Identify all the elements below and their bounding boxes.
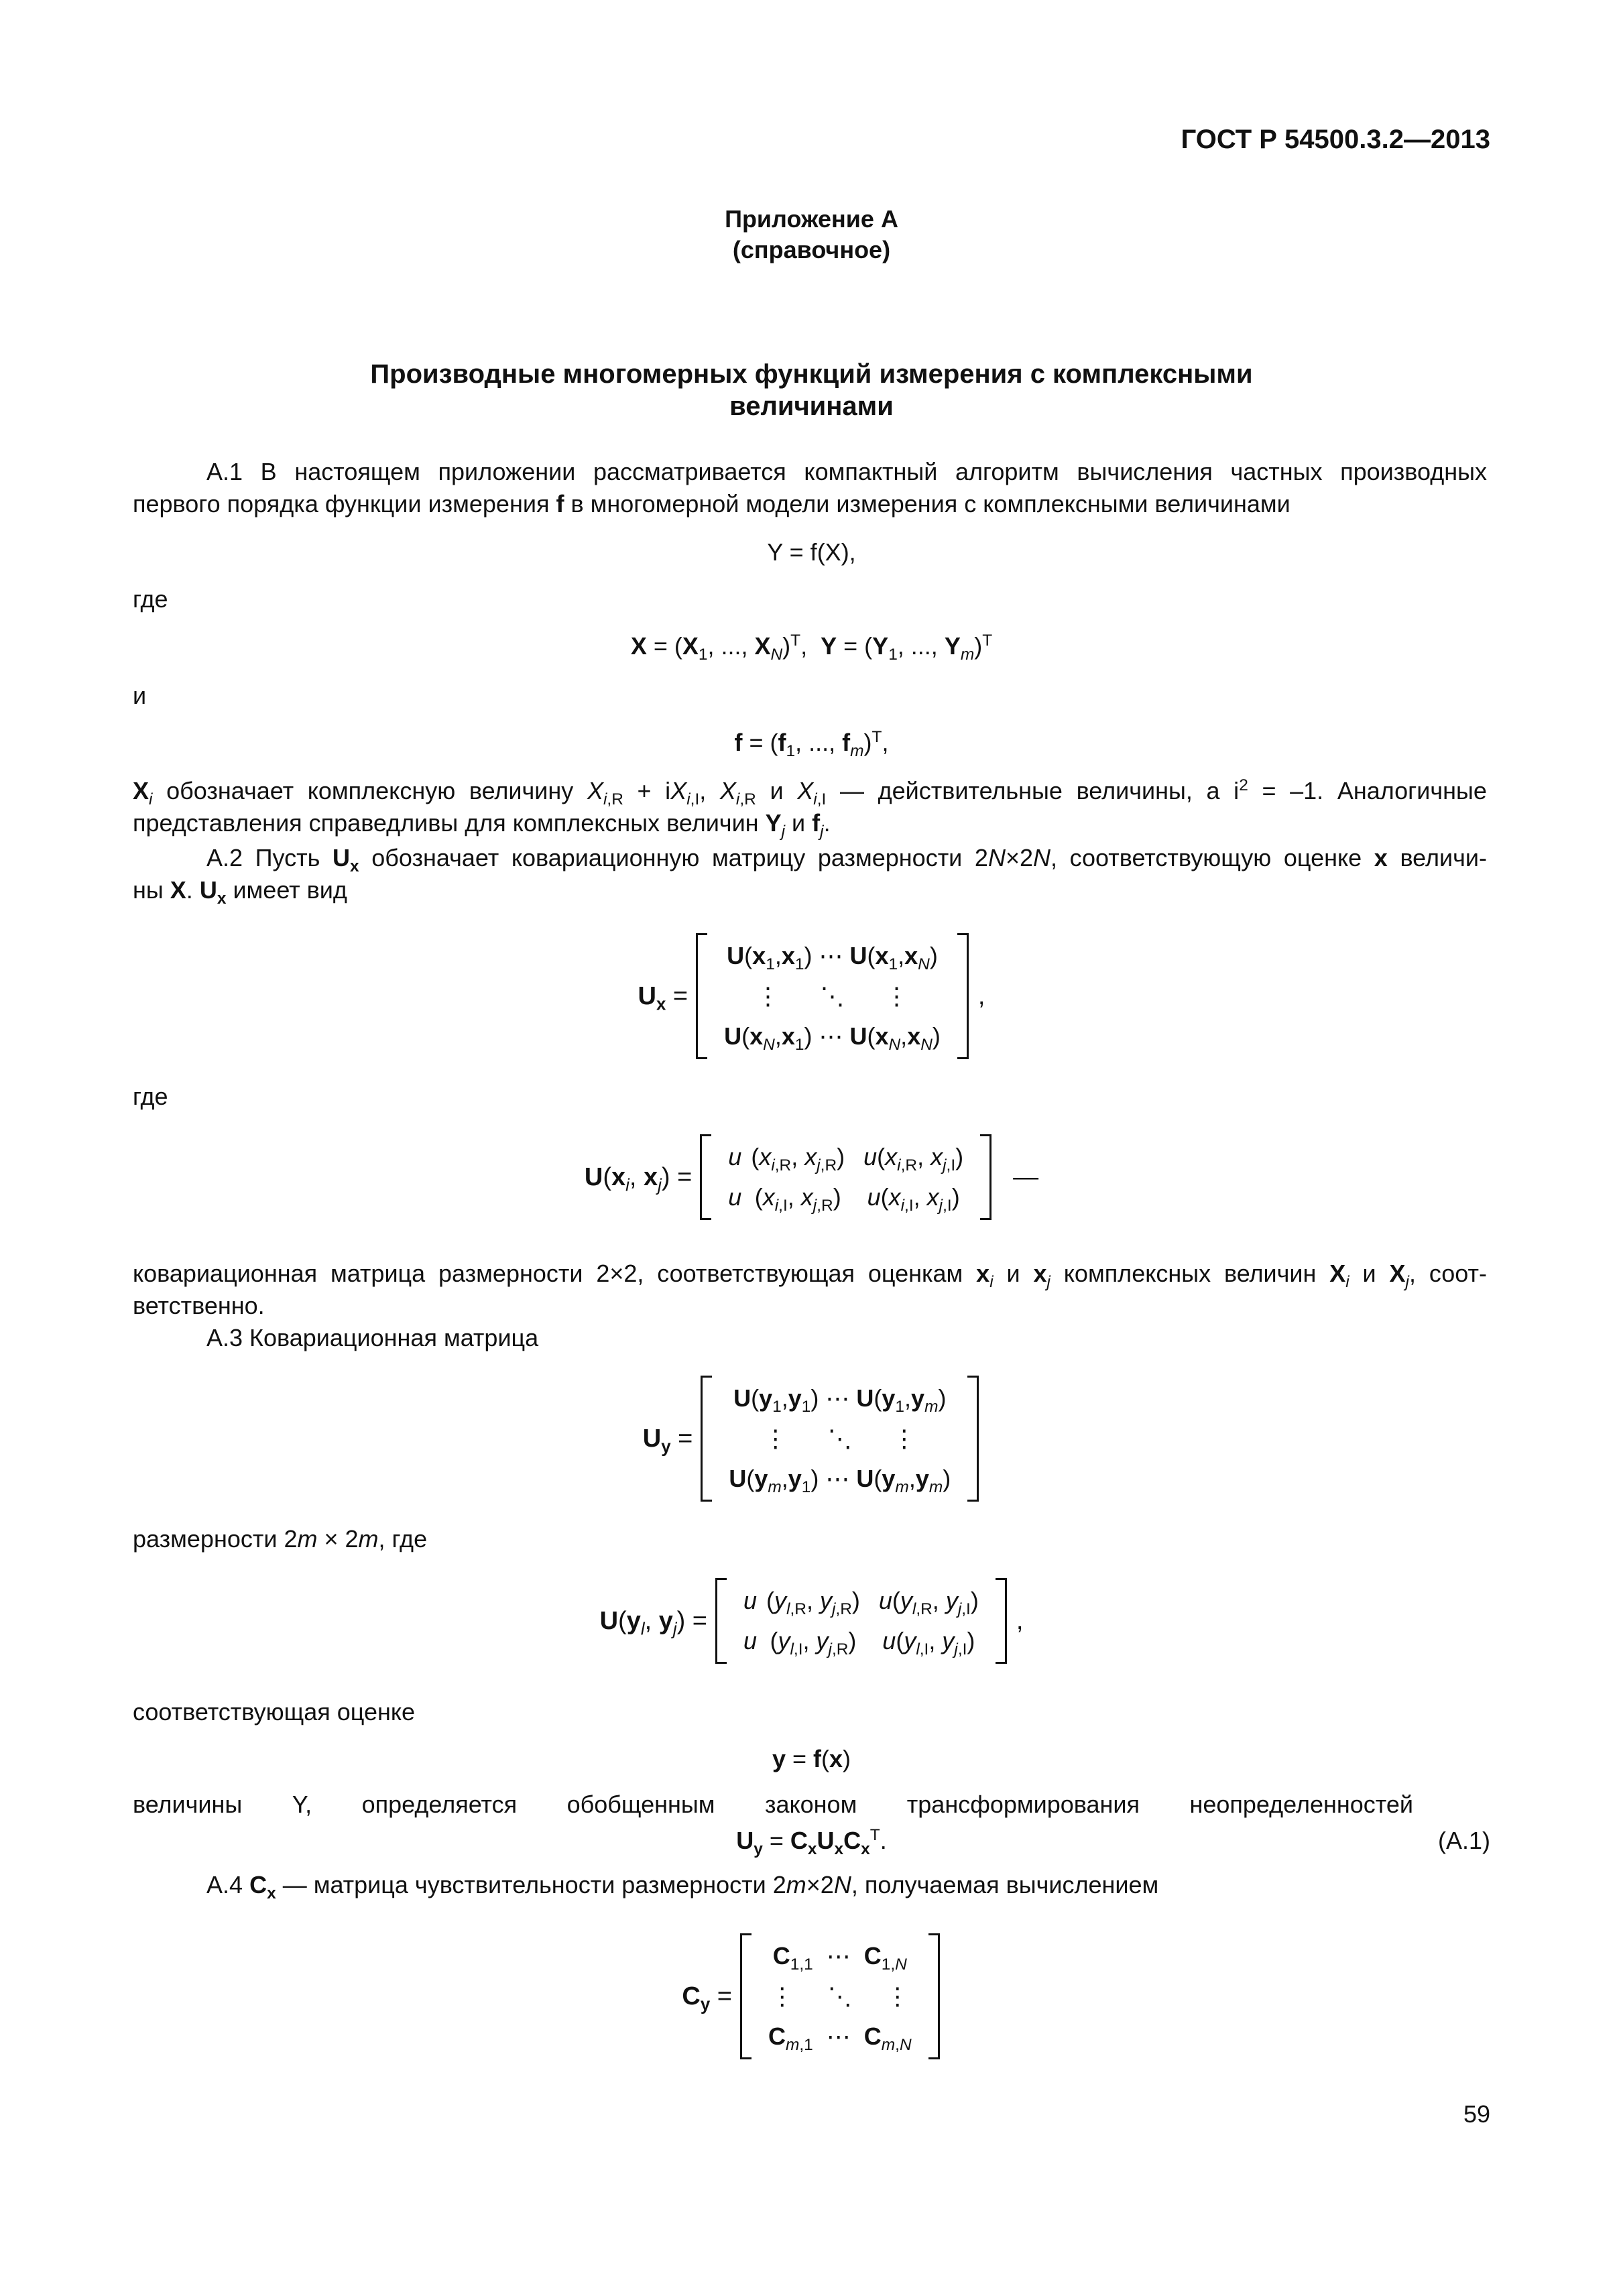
para-a2-line2: ны X. $U_x$ имеет вид — [133, 876, 347, 908]
para-a1-line2: первого порядка функции измерения f в многомерной модели измерения с комплексными величинами — [133, 490, 1290, 518]
para-complex-line2: представления справедливы для комплексных величин $Y_j$ и $f_j$. — [133, 809, 831, 841]
para-complex-line1: $X_i$ обозначает комплексную величину $X_{i,R} + iX_{i,I}$, $X_{i,R}$ и $X_{i,I}$ — действительные величины, а $i^2 = -1$. Аналогичные — [133, 776, 1487, 809]
equation-a1: $U_y = C_xU_xC_x^T$. — [736, 1826, 887, 1859]
matrix-ux: $U_x$ = $U(x_1,x_1)$ ⋯ $U(x_1,x_N)$ ⋮ ⋱ ⋮ $U(x_N,x_1)$ ⋯ $U(x_N,x_N)$ , — [0, 933, 1623, 1059]
para-law: величины Y, определяется обобщенным законом трансформирования неопределенностей — [133, 1791, 1413, 1818]
standard-header: ГОСТ Р 54500.3.2—2013 — [1181, 125, 1490, 154]
para-a3: А.3 Ковариационная матрица — [206, 1324, 539, 1351]
para-dimension: размерности 2m × 2m, где — [133, 1525, 428, 1553]
annex-subtitle: (справочное) — [732, 236, 891, 263]
matrix-u-yl-yj: $U(y_l$, $y_j$) = u ($y_{l,R}$, $y_{j,R}$) $u(y_{l,R}$, $y_{j,I}$) u ($y_{l,I}$, $y_{j,R}$) $u(y_{l,I}$, $y_{j,I}$) , — [0, 1578, 1623, 1664]
equation-x-y-definition: $X = (X_1$, ..., $X_N)^T$, $Y = (Y_1$, ..., $Y_m)^T$ — [630, 631, 993, 664]
equation-label-a1: (А.1) — [1437, 1827, 1490, 1854]
equation-y-f-x: Y = f(X), — [767, 538, 856, 566]
section-title-line2: величинами — [729, 391, 894, 421]
para-corresponding: соответствующая оценке — [133, 1698, 416, 1726]
para-a2-line1: А.2 Пусть $U_x$ обозначает ковариационную матрицу размерности 2N×2N, соответствующую оценке x величи- — [206, 844, 1487, 876]
word-where-2: где — [133, 1083, 168, 1110]
para-cov2-line1: ковариационная матрица размерности 2×2, соответствующая оценкам $x_i$ и $x_j$ комплексных величин $X_i$ и $X_j$, соот- — [133, 1260, 1487, 1292]
matrix-uy: $U_y$ = $U(y_1,y_1)$ ⋯ $U(y_1,y_m)$ ⋮ ⋱ ⋮ $U(y_m,y_1)$ ⋯ $U(y_m,y_m)$ — [0, 1376, 1623, 1502]
section-title-line1: Производные многомерных функций измерения с комплексными — [370, 359, 1253, 389]
matrix-cy: $C_y$ = $C_{1,1}$ ⋯ $C_{1,N}$ ⋮ ⋱ ⋮ $C_{m,1}$ ⋯ $C_{m,N}$ — [0, 1933, 1623, 2059]
para-cov2-line2: ветственно. — [133, 1292, 265, 1319]
word-and: и — [133, 682, 147, 709]
equation-y-fx: y = f(x) — [772, 1745, 851, 1772]
matrix-u-xi-xj: $U(x_i$, $x_j$) = u ($x_{i,R}$, $x_{j,R}$) $u(x_{i,R}$, $x_{j,I}$) u ($x_{i,I}$, $x_{j,R}$) $u(x_{i,I}$, $x_{j,I}$) — — [0, 1134, 1623, 1220]
annex-title: Приложение А — [725, 205, 898, 233]
word-where-1: где — [133, 585, 168, 613]
page-number: 59 — [1463, 2100, 1490, 2128]
para-a1-line1: А.1 В настоящем приложении рассматривается компактный алгоритм вычисления частных производных — [206, 458, 1487, 485]
para-a4: А.4 $C_x$ — матрица чувствительности размерности 2m×2N, получаемая вычислением — [206, 1871, 1159, 1903]
equation-f-definition: $f = (f_1$, ..., $f_m)^T$, — [734, 728, 889, 761]
